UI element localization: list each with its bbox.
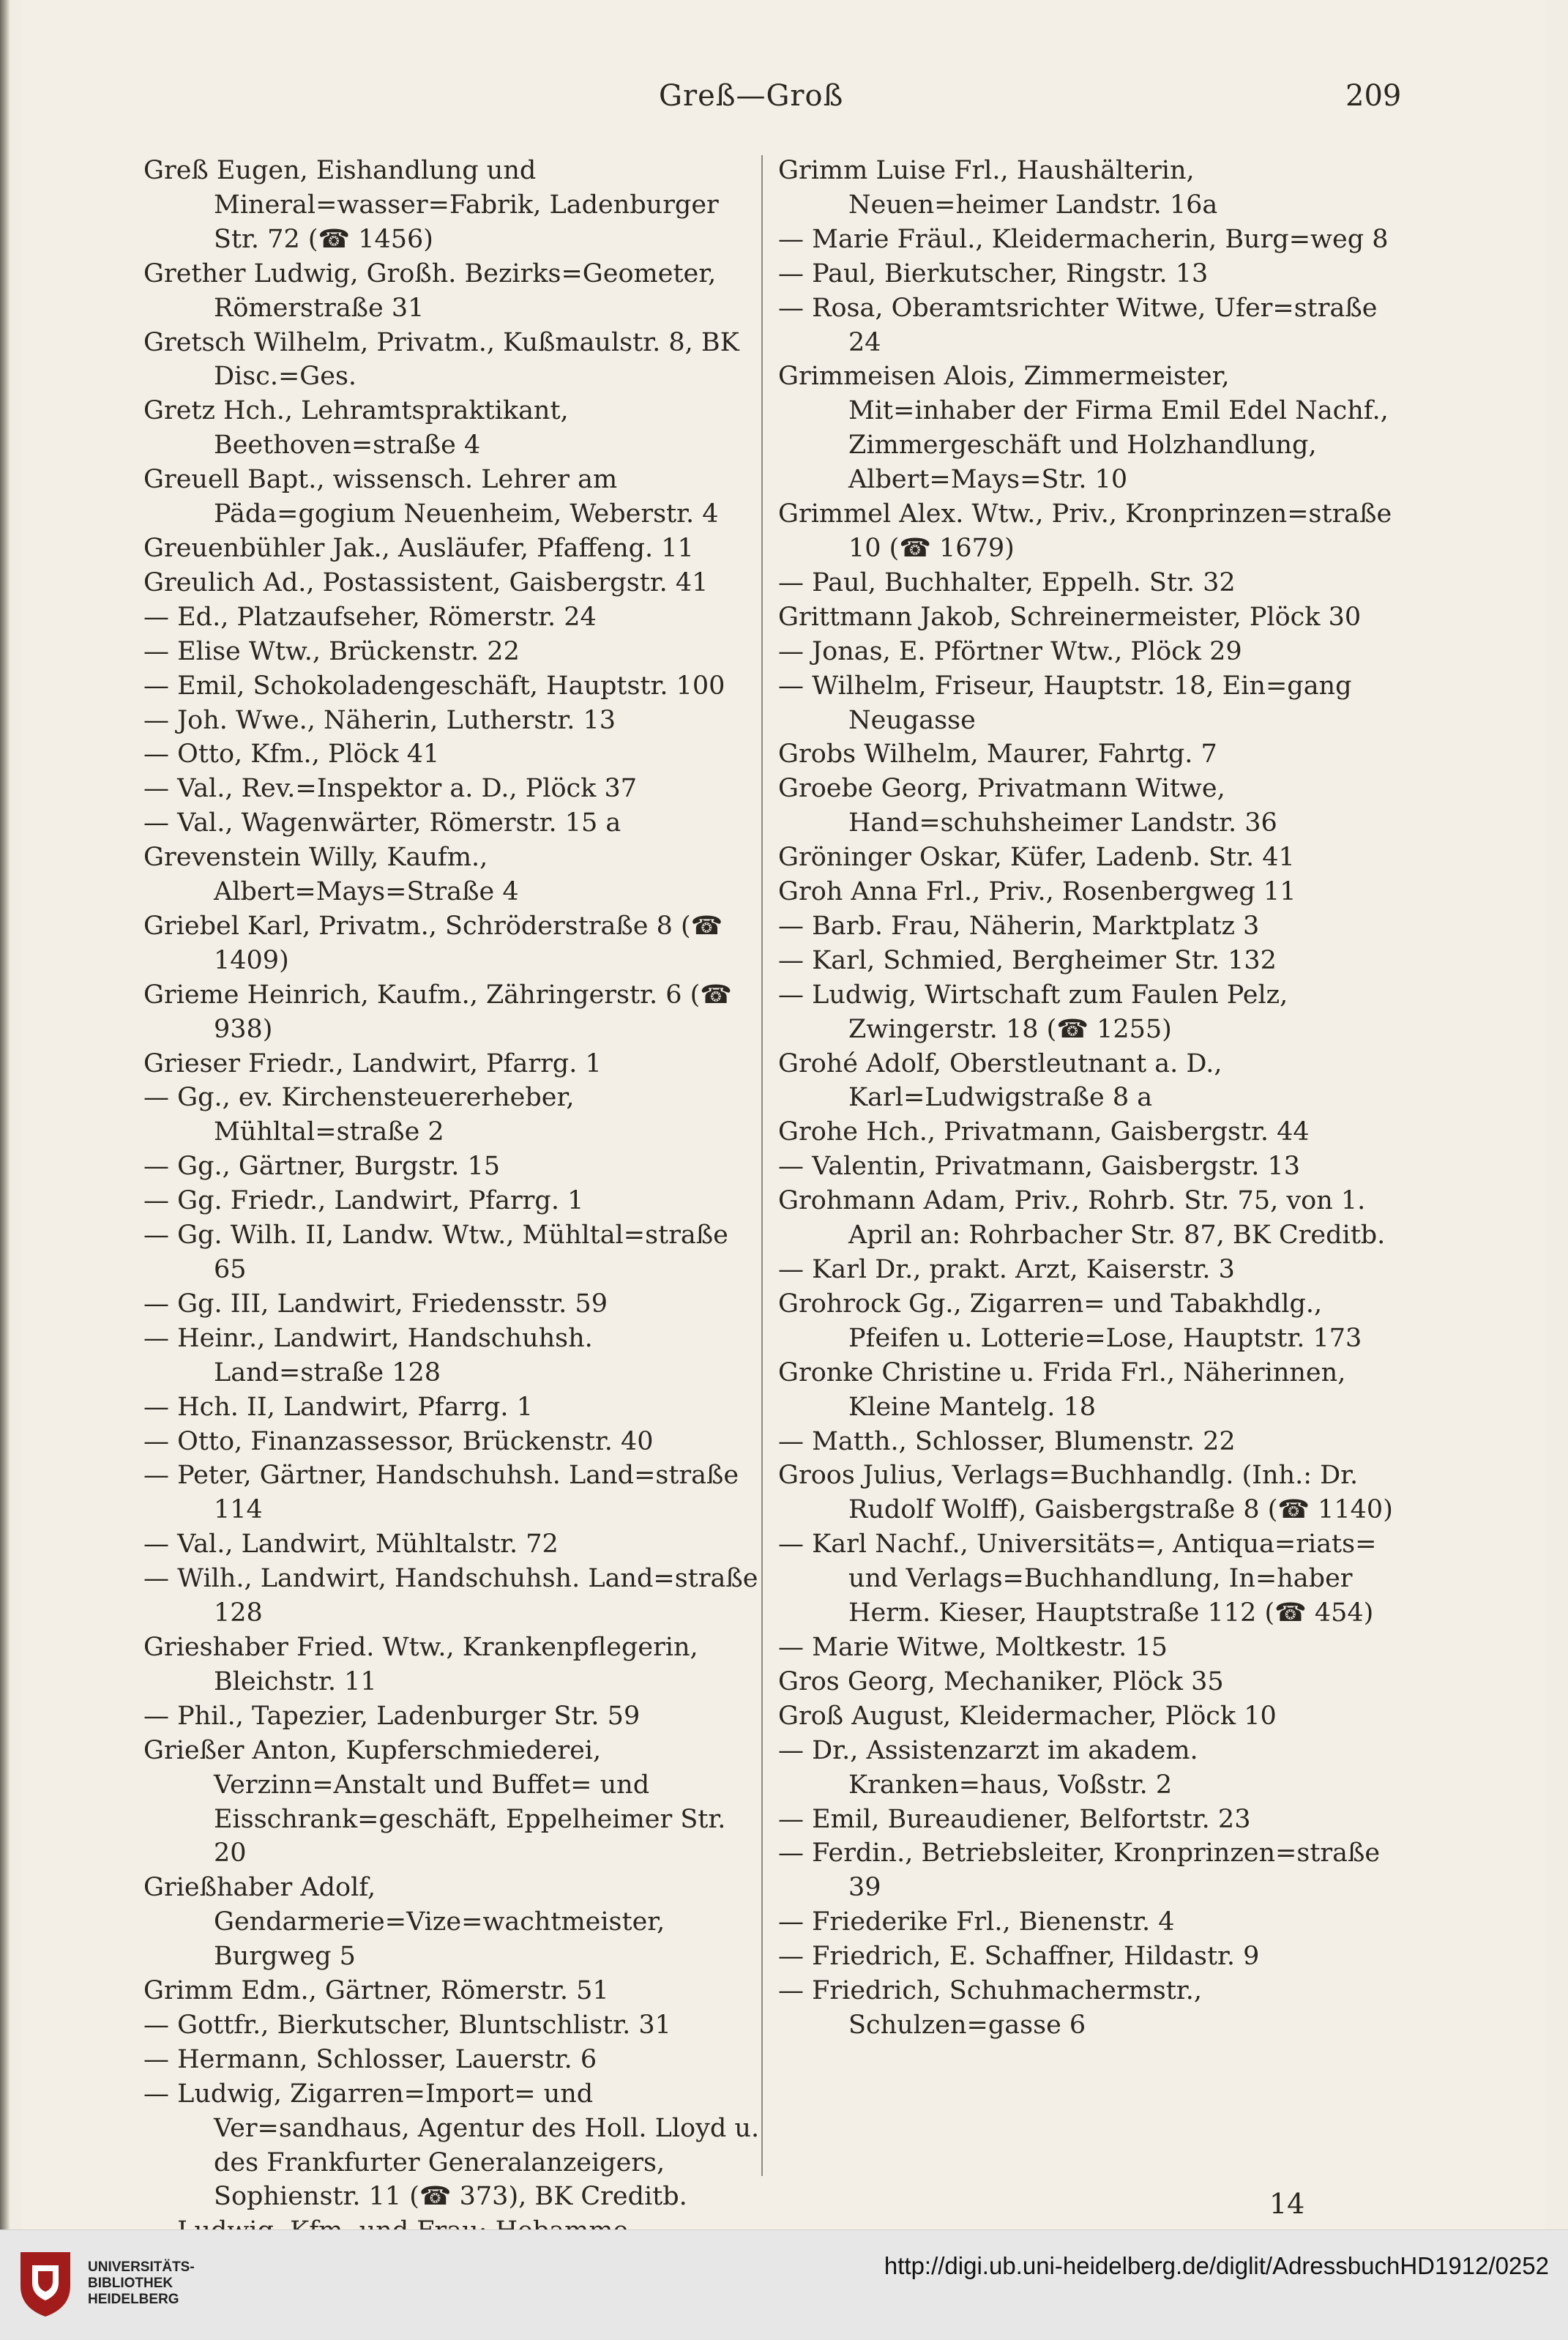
directory-entry: Grieshaber Fried. Wtw., Krankenpflegerin, Bleichstr. 11 [143, 1632, 698, 1696]
scan-edge [0, 0, 10, 2339]
footer-bar [0, 2229, 1568, 2340]
directory-entry: — Paul, Bierkutscher, Ringstr. 13 [778, 258, 1209, 288]
directory-entry: Grohmann Adam, Priv., Rohrb. Str. 75, von 1. April an: Rohrbacher Str. 87, BK Creditb. [778, 1186, 1386, 1251]
directory-entry: Greuell Bapt., wissensch. Lehrer am Päda=gogium Neuenheim, Weberstr. 4 [143, 465, 719, 529]
directory-entry: Groebe Georg, Privatmann Witwe, Hand=schuhsheimer Landstr. 36 [778, 774, 1277, 838]
directory-entry: — Gg., Gärtner, Burgstr. 15 [143, 1152, 500, 1182]
institution-line: HEIDELBERG [88, 2292, 179, 2307]
directory-entry: Grimmel Alex. Wtw., Priv., Kronprinzen=straße 10 (☎ 1679) [778, 499, 1392, 563]
directory-entry: — Paul, Buchhalter, Eppelh. Str. 32 [778, 567, 1236, 597]
directory-entry: — Friedrich, E. Schaffner, Hildastr. 9 [778, 1942, 1260, 1972]
directory-entry: Grimmeisen Alois, Zimmermeister, Mit=inhaber der Firma Emil Edel Nachf., Zimmergeschäft und Holzhandlung, Albert=Mays=Str. 10 [778, 362, 1389, 495]
directory-entry: Gretz Hch., Lehramtspraktikant, Beethoven=straße 4 [143, 396, 569, 461]
signature-mark: 14 [1269, 2188, 1305, 2220]
directory-entry: Gros Georg, Mechaniker, Plöck 35 [778, 1666, 1224, 1696]
directory-entry: Grohé Adolf, Oberstleutnant a. D., Karl=Ludwigstraße 8 a [778, 1048, 1222, 1113]
left-column [143, 154, 766, 2283]
directory-entry: Greuenbühler Jak., Ausläufer, Pfaffeng. 11 [143, 533, 694, 563]
page-number: 209 [1345, 79, 1402, 113]
directory-entry: Greulich Ad., Postassistent, Gaisbergstr. 41 [143, 567, 709, 597]
university-logo-icon [16, 2246, 75, 2319]
directory-entry: — Ludwig, Wirtschaft zum Faulen Pelz, Zwingerstr. 18 (☎ 1255) [778, 980, 1288, 1044]
directory-entry: — Phil., Tapezier, Ladenburger Str. 59 [143, 1701, 641, 1731]
directory-entry: Griebel Karl, Privatm., Schröderstraße 8 (☎ 1409) [143, 911, 723, 975]
directory-entry: — Val., Landwirt, Mühltalstr. 72 [143, 1529, 559, 1560]
directory-entry: — Gottfr., Bierkutscher, Bluntschlistr. 31 [143, 2010, 671, 2040]
directory-entry: Grimm Edm., Gärtner, Römerstr. 51 [143, 1976, 609, 2006]
institution-line: UNIVERSITÄTS- [88, 2259, 195, 2275]
directory-entry: Gröninger Oskar, Küfer, Ladenb. Str. 41 [778, 843, 1295, 873]
directory-entry: — Jonas, E. Pförtner Wtw., Plöck 29 [778, 636, 1242, 666]
directory-entry: — Otto, Kfm., Plöck 41 [143, 739, 440, 770]
directory-entry: — Marie Fräul., Kleidermacherin, Burg=weg 8 [778, 224, 1389, 254]
directory-entry: — Heinr., Landwirt, Handschuhsh. Land=straße 128 [143, 1323, 593, 1387]
directory-entry: — Matth., Schlosser, Blumenstr. 22 [778, 1426, 1236, 1456]
directory-entry: Groos Julius, Verlags=Buchhandlg. (Inh.: Dr. Rudolf Wolff), Gaisbergstraße 8 (☎ 1140) [778, 1461, 1393, 1525]
directory-entry: — Elise Wtw., Brückenstr. 22 [143, 636, 520, 666]
directory-entry: Grobs Wilhelm, Maurer, Fahrtg. 7 [778, 739, 1217, 770]
directory-entry: Grießhaber Adolf, Gendarmerie=Vize=wachtmeister, Burgweg 5 [143, 1873, 665, 1972]
directory-entry: Greß Eugen, Eishandlung und Mineral=wasser=Fabrik, Ladenburger Str. 72 (☎ 1456) [143, 156, 719, 254]
directory-entry: — Emil, Schokoladengeschäft, Hauptstr. 100 [143, 671, 725, 701]
directory-entry: Gretsch Wilhelm, Privatm., Kußmaulstr. 8, BK Disc.=Ges. [143, 327, 739, 392]
directory-entry: — Joh. Wwe., Näherin, Lutherstr. 13 [143, 705, 616, 735]
directory-entry: — Wilh., Landwirt, Handschuhsh. Land=straße 128 [143, 1564, 758, 1628]
column-divider [761, 155, 763, 2176]
directory-entry: Grohe Hch., Privatmann, Gaisbergstr. 44 [778, 1117, 1310, 1147]
directory-entry: Grimm Luise Frl., Haushälterin, Neuen=heimer Landstr. 16a [778, 156, 1218, 220]
directory-entry: Grether Ludwig, Großh. Bezirks=Geometer, Römerstraße 31 [143, 258, 717, 323]
directory-entry: Grieser Friedr., Landwirt, Pfarrg. 1 [143, 1048, 602, 1078]
directory-entry: — Emil, Bureaudiener, Belfortstr. 23 [778, 1804, 1251, 1834]
directory-entry: — Karl, Schmied, Bergheimer Str. 132 [778, 945, 1277, 975]
directory-entry: — Gg. III, Landwirt, Friedensstr. 59 [143, 1289, 608, 1319]
directory-entry: — Hch. II, Landwirt, Pfarrg. 1 [143, 1392, 533, 1422]
directory-entry: — Ed., Platzaufseher, Römerstr. 24 [143, 602, 597, 632]
directory-entry: — Ludwig, Zigarren=Import= und Ver=sandhaus, Agentur des Holl. Lloyd u. des Frankfurter Generalanzeigers, Sophienstr. 11 (☎ 373), BK Creditb. [143, 2079, 760, 2212]
directory-entry: — Val., Wagenwärter, Römerstr. 15 a [143, 808, 621, 838]
directory-entry: — Ferdin., Betriebsleiter, Kronprinzen=straße 39 [778, 1838, 1381, 1903]
directory-entry: Grevenstein Willy, Kaufm., Albert=Mays=Straße 4 [143, 843, 519, 907]
directory-entry: — Barb. Frau, Näherin, Marktplatz 3 [778, 911, 1260, 941]
directory-entry: — Marie Witwe, Moltkestr. 15 [778, 1632, 1168, 1662]
directory-entry: — Hermann, Schlosser, Lauerstr. 6 [143, 2044, 597, 2074]
directory-entry: Grittmann Jakob, Schreinermeister, Plöck 30 [778, 602, 1362, 632]
directory-entry: — Rosa, Oberamtsrichter Witwe, Ufer=straße 24 [778, 293, 1378, 357]
directory-entry: Grießer Anton, Kupferschmiederei, Verzinn=Anstalt und Buffet= und Eisschrank=geschäft, Eppelheimer Str. 20 [143, 1735, 726, 1868]
directory-entry: — Gg. Friedr., Landwirt, Pfarrg. 1 [143, 1186, 584, 1216]
directory-entry: — Val., Rev.=Inspektor a. D., Plöck 37 [143, 774, 638, 804]
directory-entry: — Gg., ev. Kirchensteuererheber, Mühltal=straße 2 [143, 1083, 575, 1147]
directory-entry: — Valentin, Privatmann, Gaisbergstr. 13 [778, 1152, 1301, 1182]
source-url-link[interactable]: http://digi.ub.uni-heidelberg.de/diglit/AdressbuchHD1912/0252 [884, 2252, 1549, 2279]
directory-entry: Grieme Heinrich, Kaufm., Zähringerstr. 6 (☎ 938) [143, 980, 732, 1044]
directory-entry: Groh Anna Frl., Priv., Rosenbergweg 11 [778, 877, 1296, 907]
directory-entry: — Friederike Frl., Bienenstr. 4 [778, 1907, 1175, 1937]
directory-entry: — Karl Nachf., Universitäts=, Antiqua=riats= und Verlags=Buchhandlung, In=haber Herm. Kieser, Hauptstraße 112 (☎ 454) [778, 1529, 1377, 1628]
directory-entry: — Gg. Wilh. II, Landw. Wtw., Mühltal=straße 65 [143, 1221, 728, 1284]
directory-entry: — Karl Dr., prakt. Arzt, Kaiserstr. 3 [778, 1255, 1235, 1284]
institution-name [88, 2259, 195, 2308]
directory-entry: — Wilhelm, Friseur, Hauptstr. 18, Ein=gang Neugasse [778, 671, 1352, 735]
page-title: Greß—Groß [659, 79, 844, 113]
right-column [778, 154, 1400, 2043]
directory-entry: — Friedrich, Schuhmachermstr., Schulzen=gasse 6 [778, 1976, 1202, 2040]
directory-entry: Gronke Christine u. Frida Frl., Näherinnen, Kleine Mantelg. 18 [778, 1357, 1346, 1422]
directory-entry: Grohrock Gg., Zigarren= und Tabakhdlg., Pfeifen u. Lotterie=Lose, Hauptstr. 173 [778, 1289, 1362, 1353]
institution-line: BIBLIOTHEK [88, 2276, 173, 2291]
directory-entry: — Dr., Assistenzarzt im akadem. Kranken=haus, Voßstr. 2 [778, 1735, 1198, 1800]
directory-entry: — Otto, Finanzassessor, Brückenstr. 40 [143, 1426, 654, 1456]
directory-entry: Groß August, Kleidermacher, Plöck 10 [778, 1701, 1277, 1731]
directory-entry: — Peter, Gärtner, Handschuhsh. Land=straße 114 [143, 1461, 739, 1525]
